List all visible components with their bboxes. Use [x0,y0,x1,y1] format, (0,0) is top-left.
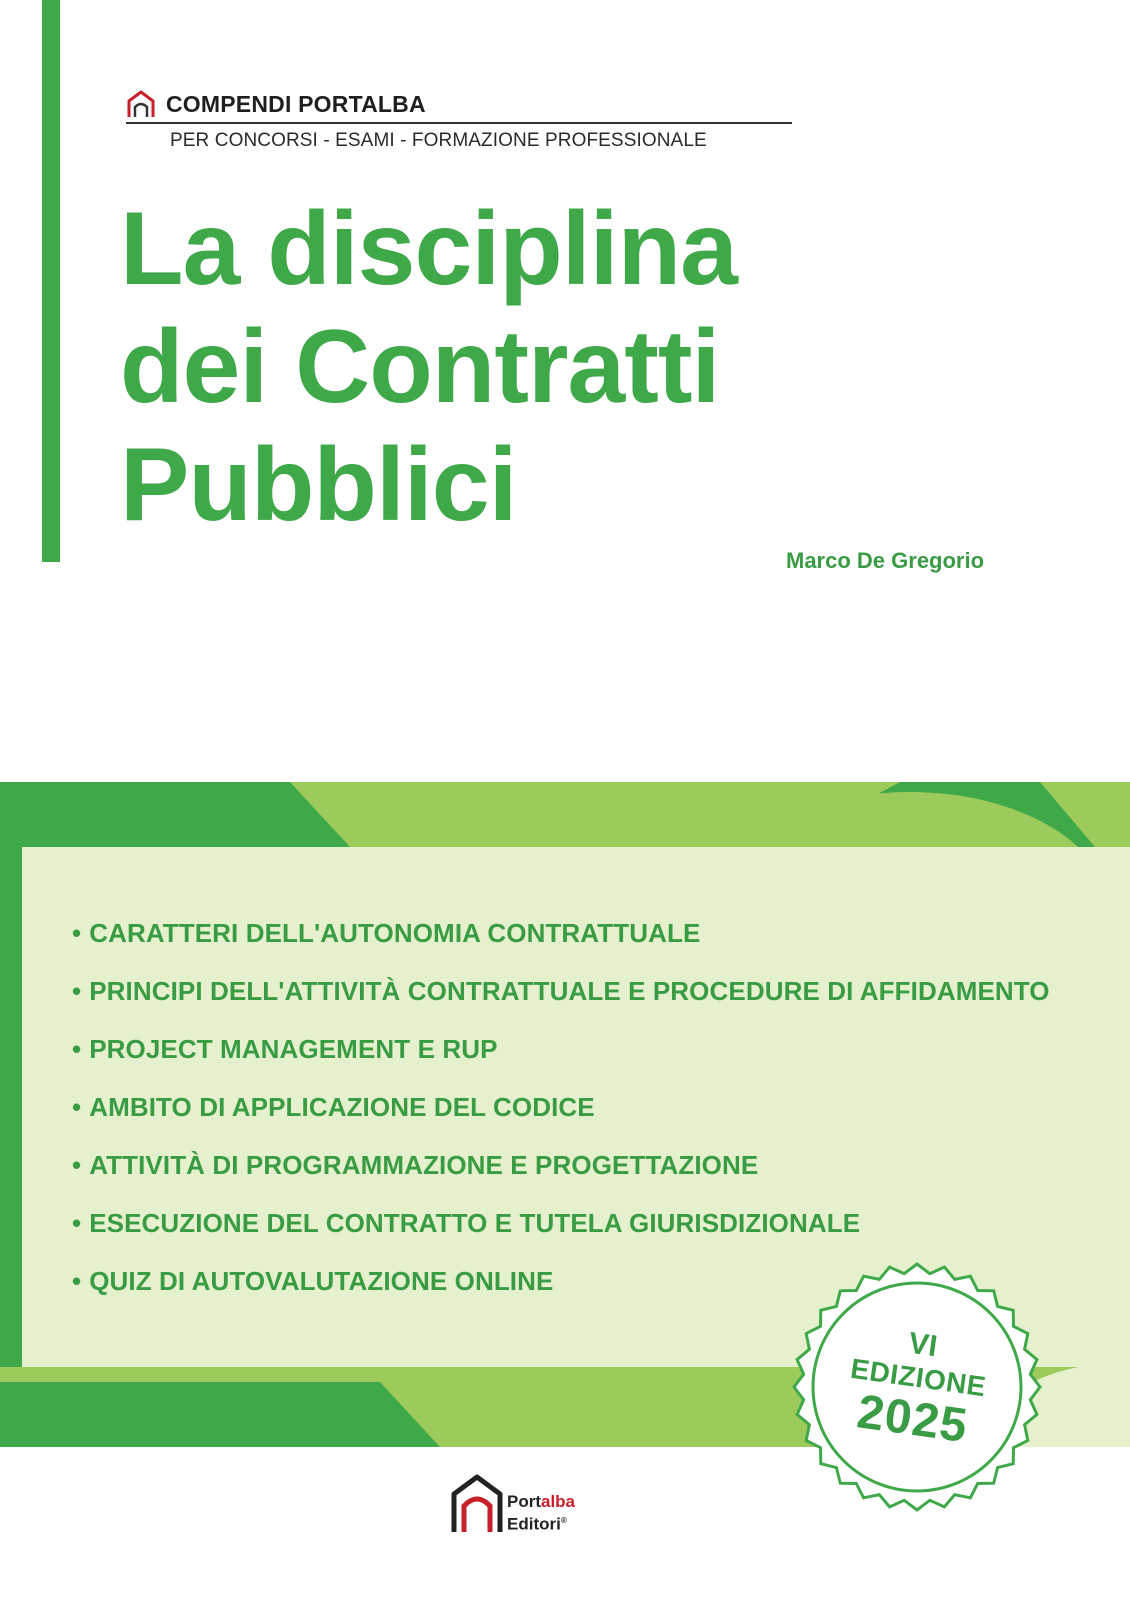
edition-text [776,1246,1058,1528]
topic-item: • ATTIVITÀ DI PROGRAMMAZIONE E PROGETTAZIONE [72,1150,1050,1208]
series-header [126,86,792,152]
publisher-logo [449,1472,575,1536]
topic-item: • CARATTERI DELL'AUTONOMIA CONTRATTUALE [72,918,1050,976]
book-title [120,190,737,544]
registered-mark: ® [560,1516,567,1526]
topic-item: • PROJECT MANAGEMENT E RUP [72,1034,1050,1092]
edition-label: EDIZIONE [848,1352,988,1403]
topic-item: • AMBITO DI APPLICAZIONE DEL CODICE [72,1092,1050,1150]
left-accent-bar [42,0,60,562]
topic-item: • PRINCIPI DELL'ATTIVITÀ CONTRATTUALE E PROCEDURE DI AFFIDAMENTO [72,976,1050,1034]
series-subtitle: PER CONCORSI - ESAMI - FORMAZIONE PROFESSIONALE [170,130,707,151]
book-title-line: dei Contratti [120,309,720,425]
portalba-house-icon [449,1472,505,1536]
author-name: Marco De Gregorio [786,548,985,573]
publisher-brand-part2: alba [541,1492,576,1512]
book-title-line: La disciplina [120,191,737,307]
book-title-line: Pubblici [120,427,517,543]
edition-number: VI [906,1326,940,1364]
series-title-row [126,86,792,124]
publisher-brand-part1: Port [507,1492,541,1512]
series-title: COMPENDI PORTALBA [166,90,426,117]
publisher-name [507,1492,575,1534]
topic-item: • ESECUZIONE DEL CONTRATTO E TUTELA GIURISDIZIONALE [72,1208,1050,1266]
publisher-line2: Editori [507,1515,561,1534]
topic-item: • QUIZ DI AUTOVALUTAZIONE ONLINE [72,1266,1050,1324]
edition-year: 2025 [853,1385,972,1454]
publisher-house-icon [126,90,156,118]
edition-seal [792,1262,1042,1512]
